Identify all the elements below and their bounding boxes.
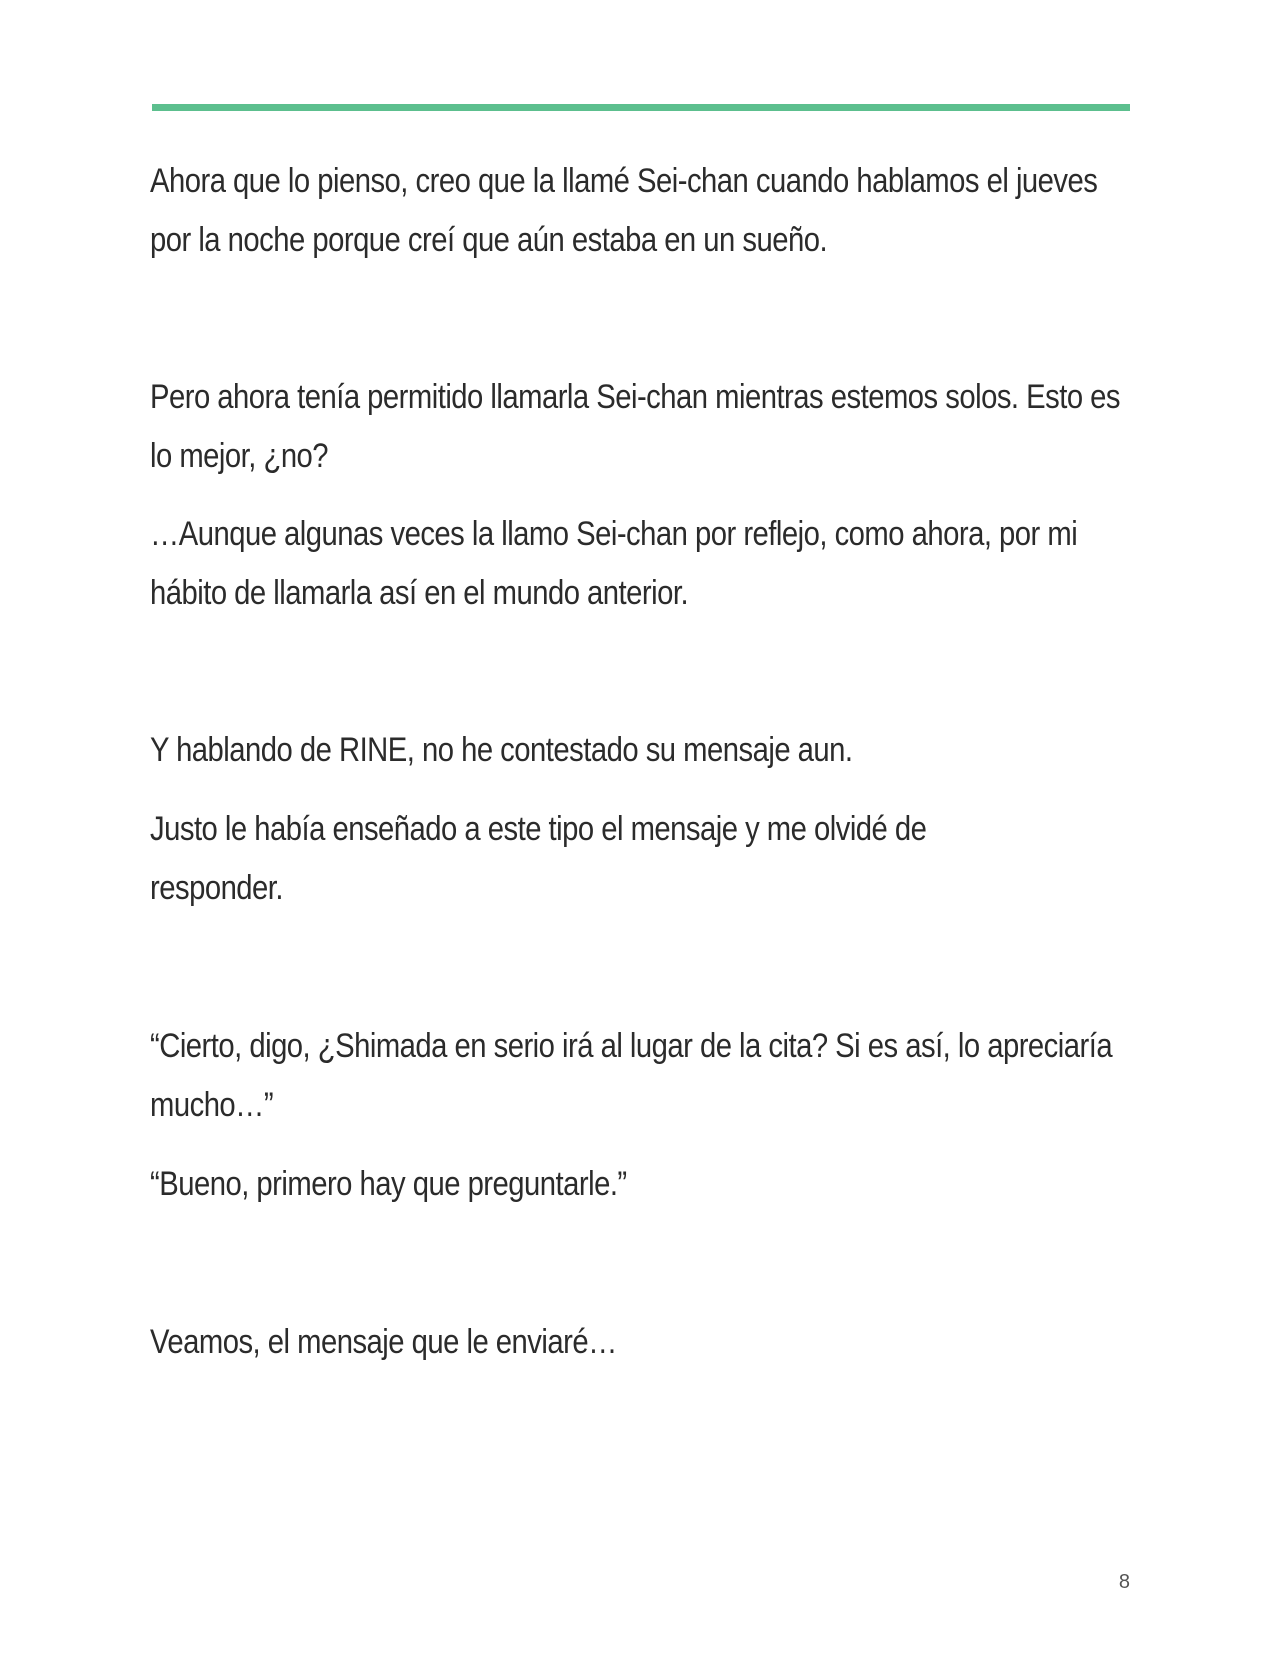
paragraph-5: Justo le había enseñado a este tipo el mensaje y me olvidé de responder. (150, 810, 927, 907)
paragraph-8: Veamos, el mensaje que le enviaré… (150, 1323, 617, 1361)
paragraph-3: …Aunque algunas veces la llamo Sei-chan por reflejo, como ahora, por mi hábito de llamarla así en el mundo anterior. (150, 515, 1078, 612)
paragraph-2: Pero ahora tenía permitido llamarla Sei-chan mientras estemos solos. Esto es lo mejor, ¿no? (150, 378, 1121, 475)
paragraph-1: Ahora que lo pienso, creo que la llamé Sei-chan cuando hablamos el jueves por la noche porque creí que aún estaba en un sueño. (150, 162, 1098, 259)
accent-rule (152, 104, 1130, 111)
page-number: 8 (1118, 1571, 1130, 1593)
paragraph-7: “Bueno, primero hay que preguntarle.” (150, 1165, 627, 1203)
paragraph-6: “Cierto, digo, ¿Shimada en serio irá al lugar de la cita? Si es así, lo apreciaría mucho…” (150, 1027, 1113, 1124)
paragraph-4: Y hablando de RINE, no he contestado su mensaje aun. (150, 731, 853, 769)
